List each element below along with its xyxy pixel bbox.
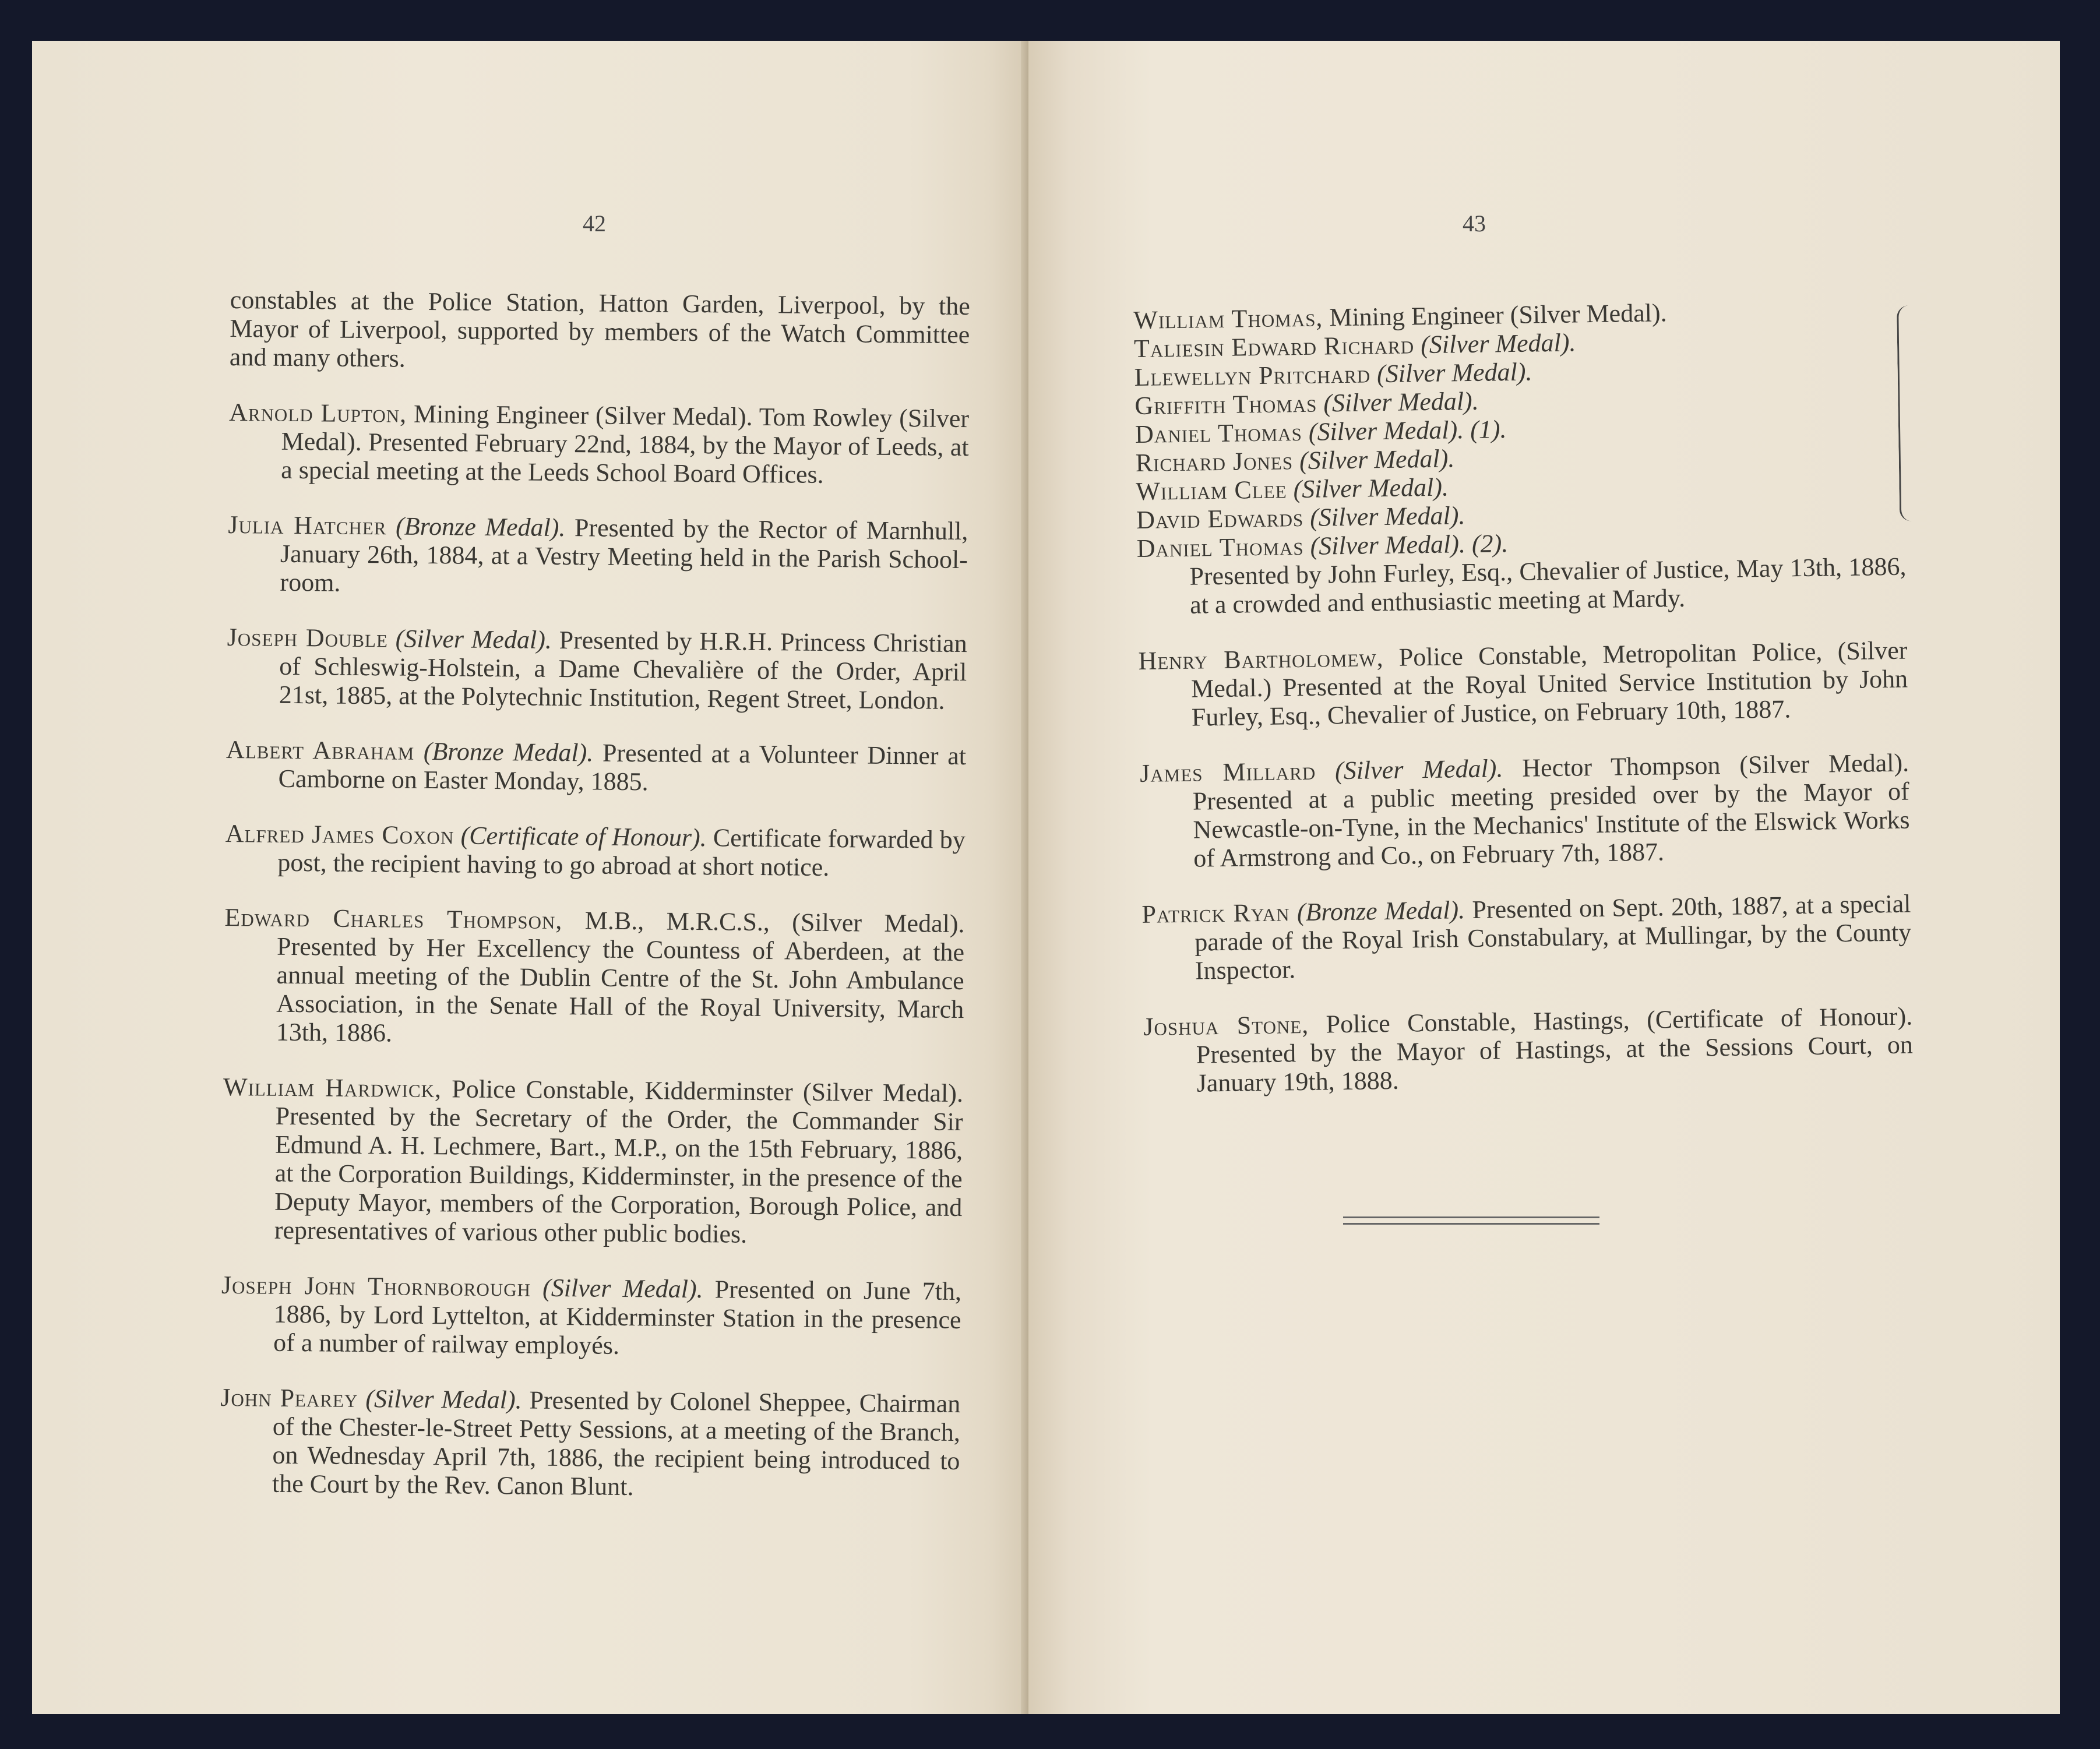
entry: Edward Charles Thompson, M.B., M.R.C.S., (Silver Medal). Presented by Her Excellency the Countess of Aberdeen, at the annual meeting of the Dublin Centre of the St. John Ambulance Association, in the Senate Hall of the Royal University, March 13th, 1886. xyxy=(224,902,965,1048)
roster-line: Llewellyn Pritchard (Silver Medal). xyxy=(1134,357,1532,392)
roster-line: Daniel Thomas (Silver Medal). (1). xyxy=(1134,415,1507,449)
entry: constables at the Police Station, Hatton Garden, Liverpool, by the Mayor of Liverpool, supported by members of the Watch Committee and many others. xyxy=(229,285,970,373)
award: (Silver Medal). xyxy=(395,624,552,654)
recipient-name: Alfred James Coxon xyxy=(225,819,454,850)
page-number: 42 xyxy=(583,210,606,237)
page-text xyxy=(1133,295,1914,1125)
award: (Bronze Medal). xyxy=(423,736,594,767)
entry: Joseph Double (Silver Medal). Presented by H.R.H. Princess Christian of Schleswig-Holstein, a Dame Chevalière of the Order, April 21st, 1885, at the Polytechnic Institution, Regent Street, London. xyxy=(227,622,967,715)
award: (Silver Medal). xyxy=(542,1273,703,1304)
recipient-name: John Pearey xyxy=(220,1383,358,1413)
entry: Joshua Stone, Police Constable, Hastings, (Certificate of Honour). Presented by the Mayor of Hastings, at the Sessions Court, on January 19th, 1888. xyxy=(1143,1002,1914,1098)
entry: William Hardwick, Police Constable, Kidderminster (Silver Medal). Presented by the Secretary of the Order, the Commander Sir Edmund A. H. Lechmere, Bart., M.P., on the 15th February, 1886, at the Corporation Buildings, Kidderminster, in the presence of the Deputy Mayor, members of the Corporation, Borough Police, and representatives of various other public bodies. xyxy=(223,1072,964,1249)
recipient-name: Henry Bartholomew, xyxy=(1138,643,1384,675)
entry: Henry Bartholomew, Police Constable, Metropolitan Police, (Silver Medal.) Presented at the Royal United Service Institution by John Furley, Esq., Chevalier of Justice, on February 10th, 1887. xyxy=(1138,636,1908,732)
award: (Silver Medal). xyxy=(365,1384,522,1415)
recipient-name: Arnold Lupton, xyxy=(228,397,407,428)
roster-line: Griffith Thomas (Silver Medal). xyxy=(1134,386,1479,420)
recipient-roster xyxy=(1133,295,1907,620)
entry: Julia Hatcher (Bronze Medal). Presented by the Rector of Marnhull, January 26th, 1884, at a Vestry Meeting held in the Parish School-room. xyxy=(228,510,968,597)
recipient-name: James Millard xyxy=(1139,756,1316,788)
recipient-name: Edward Charles Thompson, xyxy=(224,902,563,935)
entry: John Pearey (Silver Medal). Presented by Colonel Sheppee, Chairman of the Chester-le-Street Petty Sessions, at a meeting of the Branch, on Wednesday April 7th, 1886, the recipient being introduced to the Court by the Rev. Canon Blunt. xyxy=(220,1383,961,1501)
entry: Arnold Lupton, Mining Engineer (Silver Medal). Tom Rowley (Silver Medal). Presented February 22nd, 1884, by the Mayor of Leeds, at a special meeting at the Leeds School Board Offices. xyxy=(228,397,970,489)
recipient-name: Patrick Ryan xyxy=(1141,898,1290,929)
roster-presentation: Presented by John Furley, Esq., Chevalier of Justice, May 13th, 1886, at a crowded and enthusiastic meeting at Mardy. xyxy=(1189,552,1907,619)
recipient-name: William Hardwick, xyxy=(223,1072,442,1103)
page-number: 43 xyxy=(1463,210,1486,237)
recipient-name: Joshua Stone, xyxy=(1143,1010,1309,1041)
award: (Silver Medal). xyxy=(1334,754,1503,785)
recipient-name: Joseph John Thornborough xyxy=(221,1270,531,1302)
recipient-name: Julia Hatcher xyxy=(228,510,387,541)
entry: Joseph John Thornborough (Silver Medal). Presented on June 7th, 1886, by Lord Lyttelton, at Kidderminster Station in the presence of a number of railway employés. xyxy=(221,1270,962,1360)
award: (Bronze Medal). xyxy=(1296,895,1465,927)
roster-line: Richard Jones (Silver Medal). xyxy=(1135,444,1455,477)
recipient-name: Albert Abraham xyxy=(225,735,415,766)
entry: Alfred James Coxon (Certificate of Honour). Certificate forwarded by post, the recipient having to go abroad at short notice. xyxy=(225,819,966,882)
entry: Patrick Ryan (Bronze Medal). Presented on Sept. 20th, 1887, at a special parade of the Royal Irish Constabulary, at Mullingar, by the County Inspector. xyxy=(1141,889,1912,985)
entry: James Millard (Silver Medal). Hector Thompson (Silver Medal). Presented at a public meeting presided over by the Mayor of Newcastle-on-Tyne, in the Mechanics' Institute of the Elswick Works of Armstrong and Co., on February 7th, 1887. xyxy=(1139,748,1910,873)
roster-line: David Edwards (Silver Medal). xyxy=(1136,501,1465,534)
roster-line: William Thomas, Mining Engineer (Silver Medal). xyxy=(1133,298,1667,334)
page-text xyxy=(219,285,970,1531)
entry: Albert Abraham (Bronze Medal). Presented at a Volunteer Dinner at Camborne on Easter Monday, 1885. xyxy=(225,735,967,796)
award: (Bronze Medal). xyxy=(395,512,566,542)
roster-line: Daniel Thomas (Silver Medal). (2). xyxy=(1136,529,1509,563)
award: (Certificate of Honour). xyxy=(460,821,707,852)
roster-line: Taliesin Edward Richard (Silver Medal). xyxy=(1133,328,1576,363)
left-page xyxy=(32,41,1028,1714)
roster-line: William Clee (Silver Medal). xyxy=(1136,472,1449,506)
section-rule xyxy=(1343,1216,1599,1225)
brace xyxy=(1897,305,1913,521)
right-page xyxy=(1028,41,2060,1714)
recipient-name: Joseph Double xyxy=(227,622,389,653)
